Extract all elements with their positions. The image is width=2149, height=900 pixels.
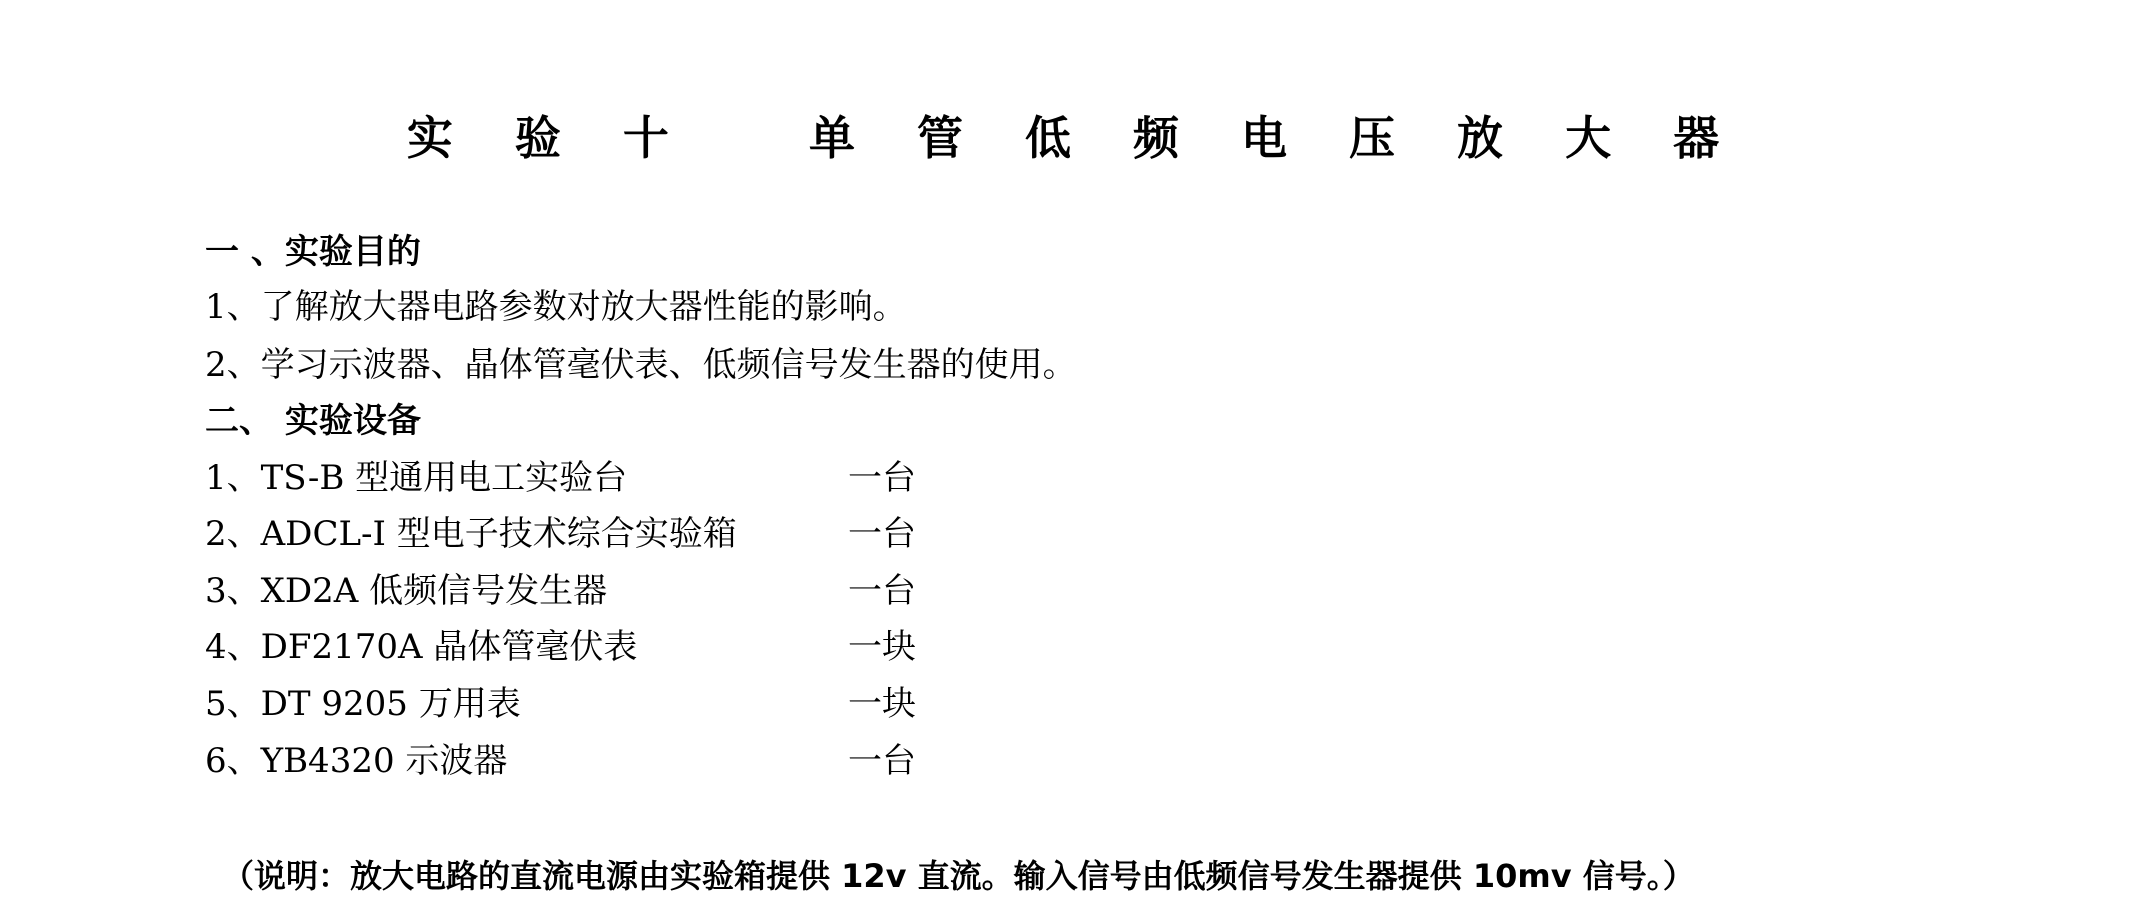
equipment-name: 3、XD2A 低频信号发生器 xyxy=(205,571,608,611)
equipment-quantity: 一块 xyxy=(848,627,916,667)
equipment-quantity: 一块 xyxy=(848,684,916,724)
equipment-name: 5、DT 9205 万用表 xyxy=(205,684,521,724)
equipment-name: 1、TS-B 型通用电工实验台 xyxy=(205,458,628,498)
equipment-name: 2、ADCL-I 型电子技术综合实验箱 xyxy=(205,514,737,554)
note-text: （说明：放大电路的直流电源由实验箱提供 12v 直流。输入信号由低频信号发生器提供 10mv 信号。） xyxy=(222,857,1695,895)
equipment-name: 6、YB4320 示波器 xyxy=(205,741,508,781)
objective-item: 2、学习示波器、晶体管毫伏表、低频信号发生器的使用。 xyxy=(205,345,1077,385)
equipment-name: 4、DF2170A 晶体管毫伏表 xyxy=(205,627,638,667)
section-heading-objectives: 一 、实验目的 xyxy=(205,232,421,272)
equipment-quantity: 一台 xyxy=(848,741,916,781)
page-title: 实 验 十 单 管 低 频 电 压 放 大 器 xyxy=(406,111,1743,165)
equipment-quantity: 一台 xyxy=(848,571,916,611)
objective-item: 1、了解放大器电路参数对放大器性能的影响。 xyxy=(205,287,907,327)
equipment-quantity: 一台 xyxy=(848,458,916,498)
section-heading-equipment: 二、 实验设备 xyxy=(205,401,421,441)
equipment-quantity: 一台 xyxy=(848,514,916,554)
